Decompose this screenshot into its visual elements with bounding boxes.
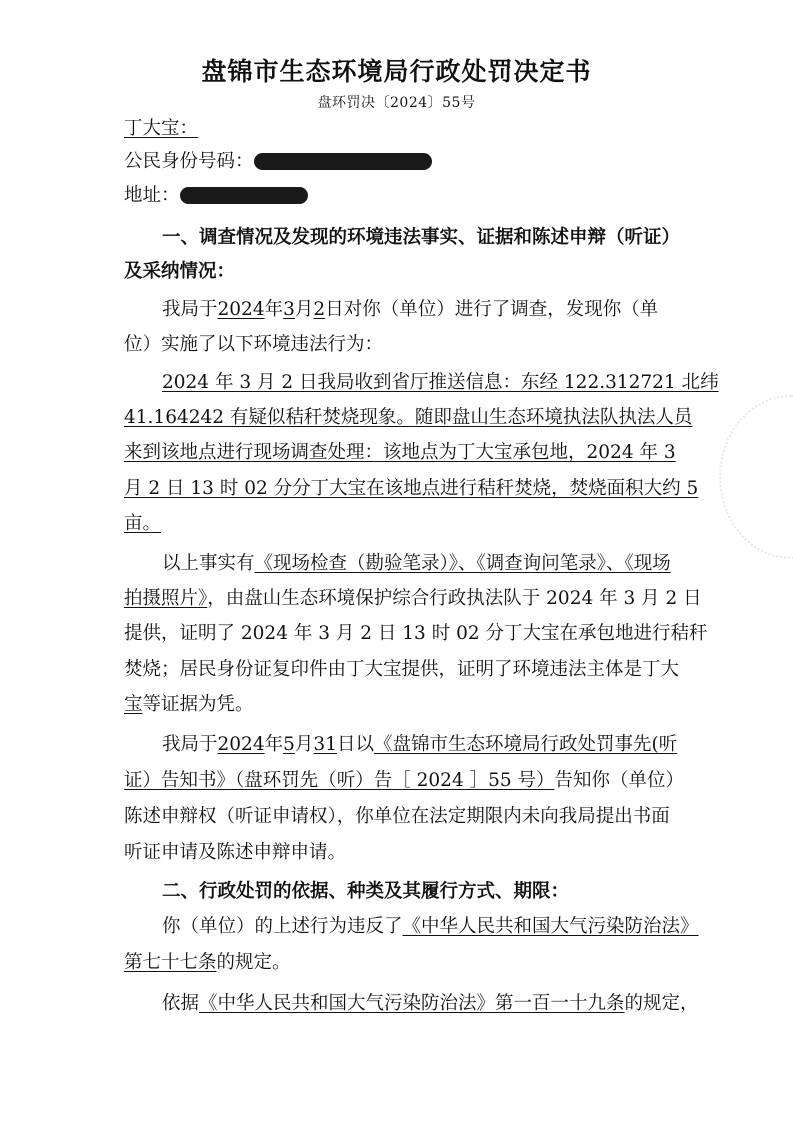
violation-paragraph: 你（单位）的上述行为违反了《中华人民共和国大气污染防治法》 [162,916,699,937]
notice-paragraph-cont: 证）告知书》（盘环罚先（听）告［ 2024 ］55 号）告知你（单位） [124,770,685,791]
section1-heading: 一、调查情况及发现的环境违法事实、证据和陈述申辩（听证） [162,227,681,248]
party-name: 丁大宝： [124,118,199,139]
evidence-paragraph-cont: 焚烧；居民身份证复印件由丁大宝提供，证明了环境违法主体是丁大 [124,659,680,680]
address-line: 地址： [124,184,308,208]
evidence-paragraph: 以上事实有《现场检查（勘验笔录）》、《调查询问笔录》、《现场 [162,553,671,574]
facts-line: 来到该地点进行现场调查处理：该地点为丁大宝承包地，2024 年 3 [124,442,676,463]
section1-heading-cont: 及采纳情况： [124,261,236,282]
document-title: 盘锦市生态环境局行政处罚决定书 [201,57,592,86]
redacted-address [180,187,308,204]
document-number: 盘环罚决〔2024〕55号 [317,95,476,111]
evidence-paragraph-cont: 拍摄照片》，由盘山生态环境保护综合行政执法队于 2024 年 3 月 2 日 [124,588,702,609]
notice-paragraph: 我局于2024年5月31日以《盘锦市生态环境局行政处罚事先(听 [162,734,678,755]
notice-paragraph-cont: 陈述申辩权（听证申请权），你单位在法定期限内未向我局提出书面 [124,806,670,827]
notice-paragraph-cont: 听证申请及陈述申辩申请。 [124,842,347,863]
evidence-paragraph-cont: 宝等证据为凭。 [124,694,254,715]
facts-line: 亩。 [124,513,162,534]
facts-line: 2024 年 3 月 2 日我局收到省厅推送信息：东经 122.312721 北纬 [162,372,719,393]
evidence-paragraph-cont: 提供，证明了 2024 年 3 月 2 日 13 时 02 分丁大宝在承包地进行秸秆 [124,623,708,644]
id-number-line: 公民身份号码： [124,150,432,174]
section2-heading: 二、行政处罚的依据、种类及其履行方式、期限： [162,881,570,902]
faint-seal [719,395,793,559]
penalty-basis-paragraph: 依据《中华人民共和国大气污染防治法》第一百一十九条的规定， [162,993,699,1014]
investigation-paragraph-cont: 位）实施了以下环境违法行为： [124,334,384,355]
violation-paragraph-cont: 第七十七条的规定。 [124,952,291,973]
redacted-id-number [254,153,432,170]
investigation-paragraph: 我局于2024年3月2日对你（单位）进行了调查，发现你（单 [162,299,659,320]
facts-line: 41.164242 有疑似秸秆焚烧现象。随即盘山生态环境执法队执法人员 [124,407,693,428]
facts-line: 月 2 日 13 时 02 分分丁大宝在该地点进行秸秆焚烧，焚烧面积大约 5 [124,478,699,499]
